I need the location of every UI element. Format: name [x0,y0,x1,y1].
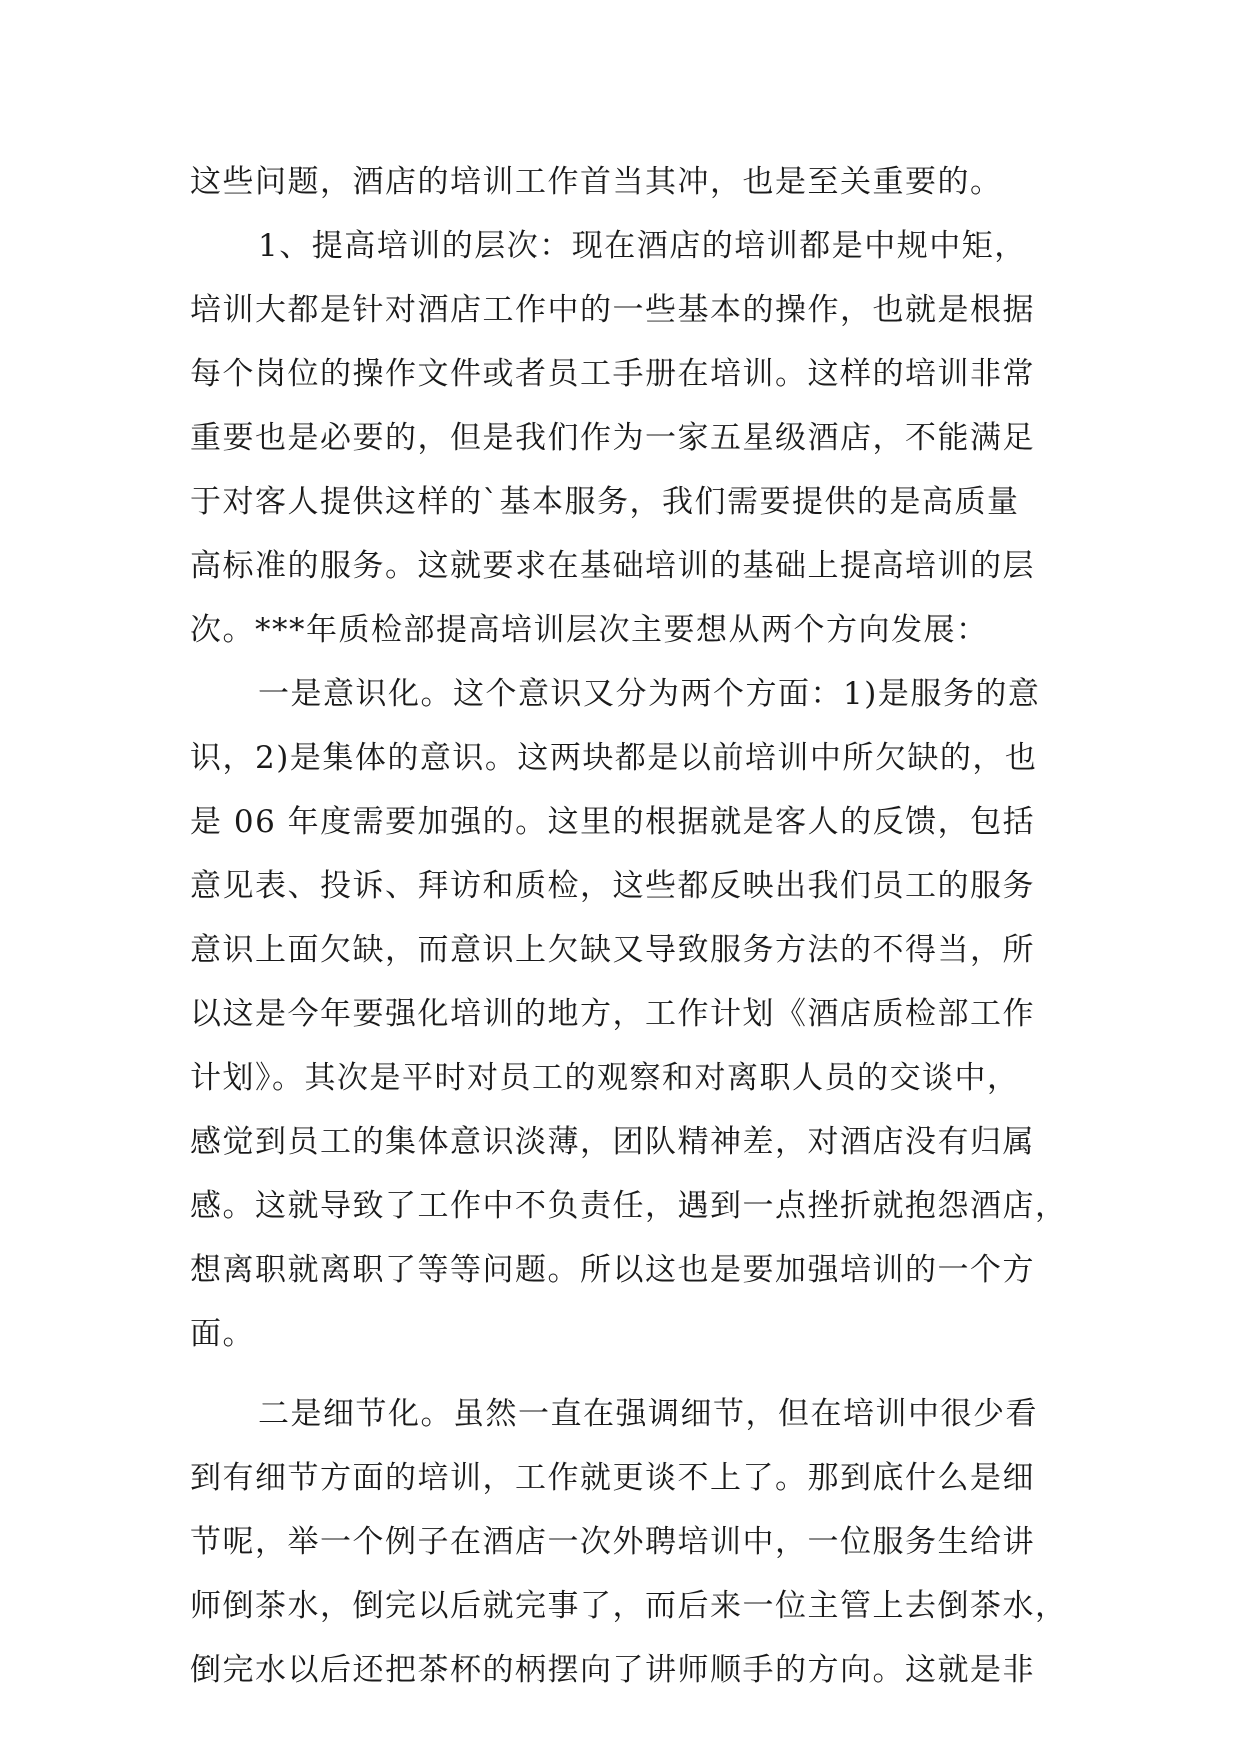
text-line: 节呢，举一个例子在酒店一次外聘培训中，一位服务生给讲 [190,1524,1035,1560]
text-line: 面。 [190,1316,255,1352]
paragraph-gap [190,1366,1050,1382]
text-line: 重要也是必要的，但是我们作为一家五星级酒店，不能满足 [190,420,1035,456]
paragraph-start-line: 二是细节化。虽然一直在强调细节，但在培训中很少看 [258,1396,1038,1432]
text-line: 意见表、投诉、拜访和质检，这些都反映出我们员工的服务 [190,868,1035,904]
text-line: 想离职就离职了等等问题。所以这也是要加强培训的一个方 [190,1252,1035,1288]
text-line: 以这是今年要强化培训的地方，工作计划《酒店质检部工作 [190,996,1035,1032]
text-line: 倒完水以后还把茶杯的柄摆向了讲师顺手的方向。这就是非 [190,1652,1035,1688]
text-line: 培训大都是针对酒店工作中的一些基本的操作，也就是根据 [190,292,1035,328]
text-line: 识，2)是集体的意识。这两块都是以前培训中所欠缺的，也 [190,740,1038,776]
text-line: 是 06 年度需要加强的。这里的根据就是客人的反馈，包括 [190,804,1036,840]
paragraph-start-line: 一是意识化。这个意识又分为两个方面：1)是服务的意 [258,676,1041,712]
text-line: 师倒茶水，倒完以后就完事了，而后来一位主管上去倒茶水， [190,1588,1068,1624]
text-line: 计划》。其次是平时对员工的观察和对离职人员的交谈中， [190,1060,1020,1096]
text-line: 这些问题，酒店的培训工作首当其冲，也是至关重要的。 [190,164,1003,200]
text-line: 感觉到员工的集体意识淡薄，团队精神差，对酒店没有归属 [190,1124,1035,1160]
text-line: 高标准的服务。这就要求在基础培训的基础上提高培训的层 [190,548,1035,584]
document-body [190,150,1068,1702]
text-line: 感。这就导致了工作中不负责任，遇到一点挫折就抱怨酒店， [190,1188,1068,1224]
text-line: 次。***年质检部提高培训层次主要想从两个方向发展： [190,612,989,648]
text-line: 每个岗位的操作文件或者员工手册在培训。这样的培训非常 [190,356,1035,392]
text-line: 意识上面欠缺，而意识上欠缺又导致服务方法的不得当，所 [190,932,1035,968]
text-line: 到有细节方面的培训，工作就更谈不上了。那到底什么是细 [190,1460,1035,1496]
text-line: 于对客人提供这样的`基本服务，我们需要提供的是高质量 [190,484,1020,520]
paragraph-start-line: 1、提高培训的层次：现在酒店的培训都是中规中矩， [258,228,1027,264]
